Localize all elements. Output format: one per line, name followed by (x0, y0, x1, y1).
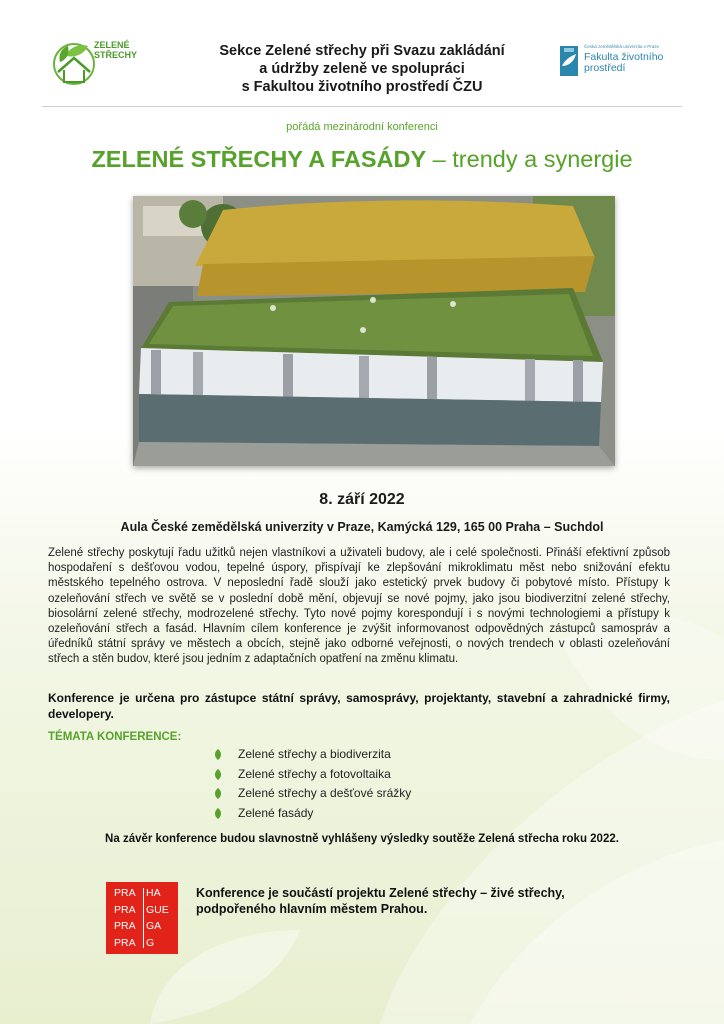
project-note (196, 885, 636, 917)
czu-name: Česká zemědělská univerzita v Praze (584, 44, 660, 49)
audience-paragraph: Konference je určena pro zástupce státní správy, samosprávy, projektanty, stavební a zahradnické firmy, developery. (48, 691, 670, 721)
topic-label: Zelené střechy a fotovoltaika (238, 766, 391, 781)
project-line-1: Konference je součástí projektu Zelené střechy – živé střechy, (196, 886, 565, 900)
organizer-line-1: Sekce Zelené střechy při Svazu zakládání (219, 43, 505, 59)
intro-text: pořádá mezinárodní konferenci (286, 121, 438, 133)
green-roof-illustration (133, 196, 615, 466)
conference-title (0, 146, 724, 173)
fzp-logo (558, 44, 688, 92)
project-line-2: podpořeného hlavním městem Prahou. (196, 902, 428, 916)
list-item (212, 746, 411, 766)
praha-logo (106, 882, 178, 954)
zelene-strechy-logo (52, 36, 148, 92)
list-item (212, 766, 411, 786)
praha-logo-left-3: PRA (114, 920, 136, 932)
description-paragraph: Zelené střechy poskytují řadu užitků nejen vlastníkovi a uživateli budovy, ale i celé společnosti. Přináší efektivní způsob hospodaření s dešťovou vodou, tepelné úspory, přispívají ke zlepšování mikroklimatu měst nebo snižování efektu městského tepelného ostrova. V neposlední řadě slouží jako estetický prvek budovy či pobytové místo. Přístupy k ozeleňování střech ve světě se v poslední době mění, objevují se nové pojmy, jako jsou biodiverzitní zelené střechy, biosolární zelené střechy, modrozelené střechy. Tyto nové pojmy korespondují i s novými technologiemi a přístupy k ozeleňování střech a fasád. Hlavním cílem konference je zvýšit informovanost odpovědných zástupců samospráv a úředníků státní správy ve městech a obcích, stejně jako odborné veřejnosti, o nových trendech v oblasti ozeleňování střech a stěn budov, které jsou jedním z adaptačních opatření na změnu klimatu. (48, 547, 670, 666)
fzp-name: Fakulta životního prostředí (584, 51, 664, 74)
fzp-emblem-icon (558, 44, 580, 78)
list-item (212, 805, 411, 825)
leaf-bullet-icon (214, 808, 222, 819)
leaf-bullet-icon (214, 749, 222, 760)
list-item (212, 785, 411, 805)
organizer-line-2: a údržby zeleně ve spolupráci (259, 61, 465, 77)
organizer-heading (160, 42, 564, 96)
building-photo (133, 196, 615, 466)
praha-logo-right-1: HA (146, 887, 161, 899)
praha-logo-left-2: PRA (114, 903, 136, 916)
topic-label: Zelené střechy a dešťové srážky (238, 786, 412, 800)
praha-logo-left-4: PRA (114, 936, 136, 949)
title-bold: ZELENÉ STŘECHY A FASÁDY (91, 146, 427, 172)
praha-logo-right-3: GA (146, 920, 162, 932)
organizer-line-3: s Fakultou životního prostředí ČZU (241, 79, 483, 95)
topics-list (212, 746, 411, 824)
title-rest: – trendy a synergie (426, 146, 633, 172)
topic-label: Zelené střechy a biodiverzita (238, 747, 391, 761)
praha-logo-right-2: GUE (146, 903, 169, 916)
praha-logo-left-1: PRA (114, 887, 136, 899)
topic-label: Zelené fasády (238, 805, 314, 820)
results-announcement: Na závěr konference budou slavnostně vyhlášeny výsledky soutěže Zelená střecha roku 2022. (105, 833, 619, 845)
header-divider (42, 106, 682, 107)
praha-logo-right-4: G (146, 936, 155, 949)
logo-left-text: ZELENÉ STŘECHY (94, 40, 138, 60)
leaf-bullet-icon (214, 769, 222, 780)
topics-heading: TÉMATA KONFERENCE: (48, 731, 182, 743)
praha-logo-divider (143, 888, 144, 948)
leaf-bullet-icon (214, 788, 222, 799)
event-date: 8. září 2022 (319, 491, 405, 508)
event-venue: Aula České zemědělská univerzity v Praze, Kamýcká 129, 165 00 Praha – Suchdol (120, 520, 604, 534)
